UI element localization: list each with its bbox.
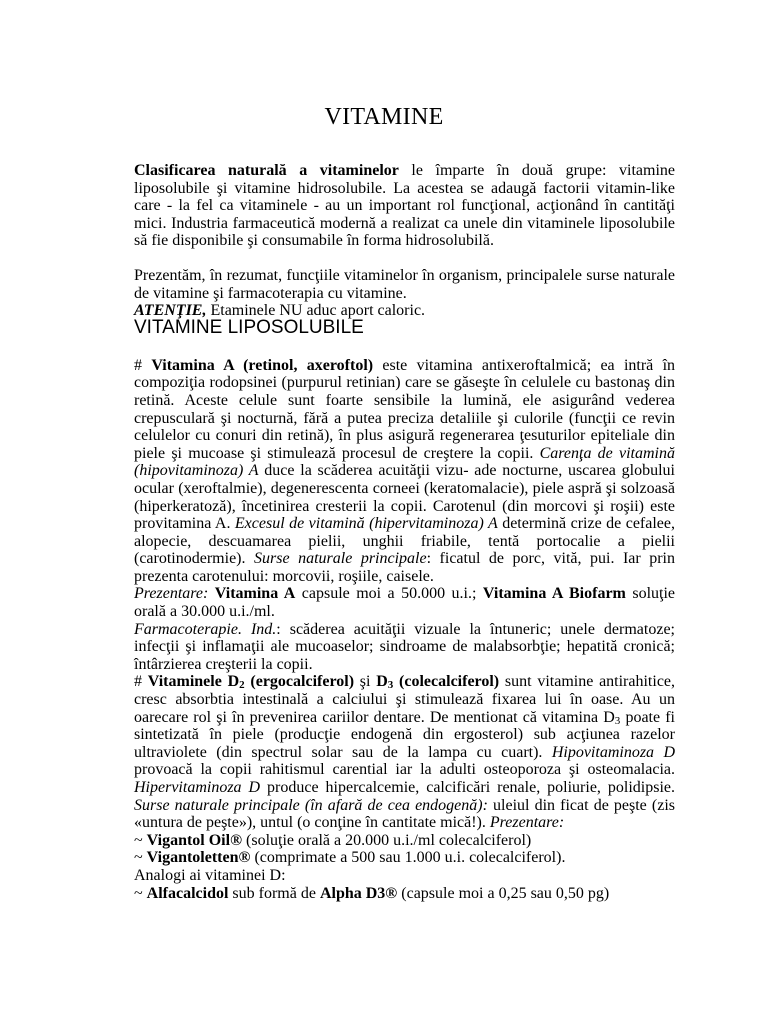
- vitamin-d-text: produce hipercalcemie, calcificări renale, poliurie, polidipsie.: [260, 779, 675, 796]
- hypo-label: Hipovitaminoza D: [551, 743, 675, 761]
- presentation-text: soluţie orală a 30.000 u.i./ml.: [134, 585, 676, 621]
- deficiency-label: Carenţa de vitamină (hipovitaminoza) A: [134, 444, 675, 480]
- product-name: Vigantol Oil®: [146, 831, 243, 849]
- product-name: Vitamina A Biofarm: [482, 585, 626, 603]
- section-heading: VITAMINE LIPOSOLUBILE: [134, 316, 364, 338]
- hash-marker: #: [134, 356, 152, 374]
- vitamin-d-text: poate fi sintetizată în piele (producţie endogenă din ergosterol) sub acţiunea razelor ultraviolete (din spectrul solar sau de la lampa cu cuart).: [134, 708, 676, 761]
- vitamin-a-paragraph: [134, 357, 675, 586]
- product-name: Vitamina A: [214, 585, 296, 603]
- analog-item: [134, 885, 675, 903]
- product-name: Vigantoletten®: [146, 849, 251, 867]
- intro-lead: Clasificarea naturală a vitaminelor: [134, 162, 399, 179]
- product-text: (comprimate a 500 sau 1.000 u.i. colecalciferol).: [250, 849, 566, 867]
- vitamin-a-pharmacotherapy: [134, 621, 675, 674]
- attention-text: Etaminele NU aduc aport caloric.: [206, 302, 426, 320]
- presentation-label: Prezentare:: [489, 814, 565, 832]
- intro-paragraph: [134, 162, 675, 250]
- vitamin-a-text: : ficatul de porc, vită, pui. Iar prin prezenta carotenului: morcovii, roşiile, caisele.: [134, 550, 676, 585]
- analog-text: (capsule moi a 0,25 sau 0,50 pg): [397, 884, 610, 902]
- vitamin-a-presentation: [134, 585, 675, 620]
- vitamin-a-text: determină crize de cefalee, alopecie, descuamarea pielii, unghii friabile, tentă portocalie a pielii (carotinodermie).: [134, 515, 676, 568]
- hyper-label: Hipervitaminoza D: [134, 779, 261, 796]
- vitamin-d-text: uleiul din ficat de peşte (zis «untura de peşte»), untul (o conţine în cantitate mică!).: [134, 796, 675, 832]
- vitamin-d-text: sunt vitamine antirahitice, cresc absorbtia intestinală a calciului şi stimulează fixarea lui în oase. Au un oarecare rol şi în prevenirea cariilor dentare. De mentionat că vitamina D: [134, 673, 676, 726]
- tilde-marker: ~: [134, 831, 147, 849]
- analog-text: sub formă de: [228, 884, 320, 902]
- conjunction: şi: [354, 673, 377, 691]
- product-item: [134, 849, 675, 867]
- tilde-marker: ~: [134, 884, 147, 902]
- attention-label: ATENŢIE,: [134, 302, 207, 320]
- presentation-text: capsule moi a 50.000 u.i.;: [295, 585, 483, 603]
- analog-name: Alfacalcidol: [146, 884, 229, 902]
- analog-brand: Alpha D3®: [319, 884, 398, 902]
- vitamin-a-name: Vitamina A (retinol, axeroftol): [151, 356, 374, 374]
- vitamin-d-text: provoacă la copii rahitismul carential iar la adulti osteoporoza şi osteomalacia.: [134, 761, 675, 779]
- page-title: VITAMINE: [324, 104, 444, 130]
- intro-text: le împarte în două grupe: vitamine liposolubile şi vitamine hidrosolubile. La acestea se adaugă factorii vitamin-like care - la fel ca vitaminele - au un important rol funcţional, acţionând în cantităţi mici. Industria farmaceutică modernă a realizat ca unele din vitaminele liposolubile să fie disponibile şi consumabile în forma hidrosolubilă.: [134, 162, 675, 250]
- product-text: (soluţie orală a 20.000 u.i./ml colecalciferol): [242, 831, 532, 849]
- hash-marker: #: [134, 673, 148, 691]
- tilde-marker: ~: [134, 849, 147, 867]
- subscript: 3: [614, 714, 621, 727]
- analogs-label: Analogi ai vitaminei D:: [134, 866, 286, 884]
- vitamin-a-text: duce la scăderea acuităţii vizu- ade nocturne, uscarea globului ocular (xeroftalmie), degenerescenta corneei (keratomalacie), piele aspră şi solzoasă (hiperkeratoză), încetinirea cresterii la copii. Carotenul (din morcovi şi roşii) este provitamina A.: [134, 462, 675, 533]
- vitamin-d-name: Vitaminele $D_2$ (ergocalciferol): [147, 673, 355, 692]
- vitamin-d3-name: $D_3$ (colecalciferol): [376, 673, 500, 692]
- excess-label: Excesul de vitamină (hipervitaminoza) A: [234, 515, 498, 533]
- vitamin-a-text: este vitamina antixeroftalmică; ea intră în compoziţia rodopsinei (purpurul retinian) care se găseşte în celulele cu bastonaş din retină. Aceste celule sunt foarte sensibile la lumină, ele asigurând vederea crepusculară şi nocturnă, fără a putea preciza detaliile şi culorile (funcţii ce revin celulelor cu conuri din retină), în plus asigură regenerarea ţesuturilor epiteliale din piele şi mucoase şi stimulează procesul de creştere la copii.: [134, 356, 676, 462]
- vitamin-d-paragraph: [134, 673, 675, 831]
- pharmacotherapy-label: Farmacoterapie. Ind.: [134, 620, 277, 638]
- product-item: [134, 832, 675, 850]
- pharmacotherapy-text: : scăderea acuităţii vizuale la întuneric; unele dermatoze; infecţii şi inflamaţii ale mucoaselor; sindroame de malabsorbţie; hepatită cronică; întârzierea creşterii la copii.: [134, 620, 675, 673]
- document-body: [134, 162, 675, 902]
- sources-label: Surse naturale principale (în afară de cea endogenă):: [134, 796, 488, 814]
- presentation-label: Prezentare:: [134, 585, 209, 603]
- summary-paragraph: Prezentăm, în rezumat, funcţiile vitaminelor în organism, principalele surse naturale de vitamine şi farmacoterapia cu vitamine.: [134, 266, 675, 302]
- sources-label: Surse naturale principale: [254, 550, 427, 568]
